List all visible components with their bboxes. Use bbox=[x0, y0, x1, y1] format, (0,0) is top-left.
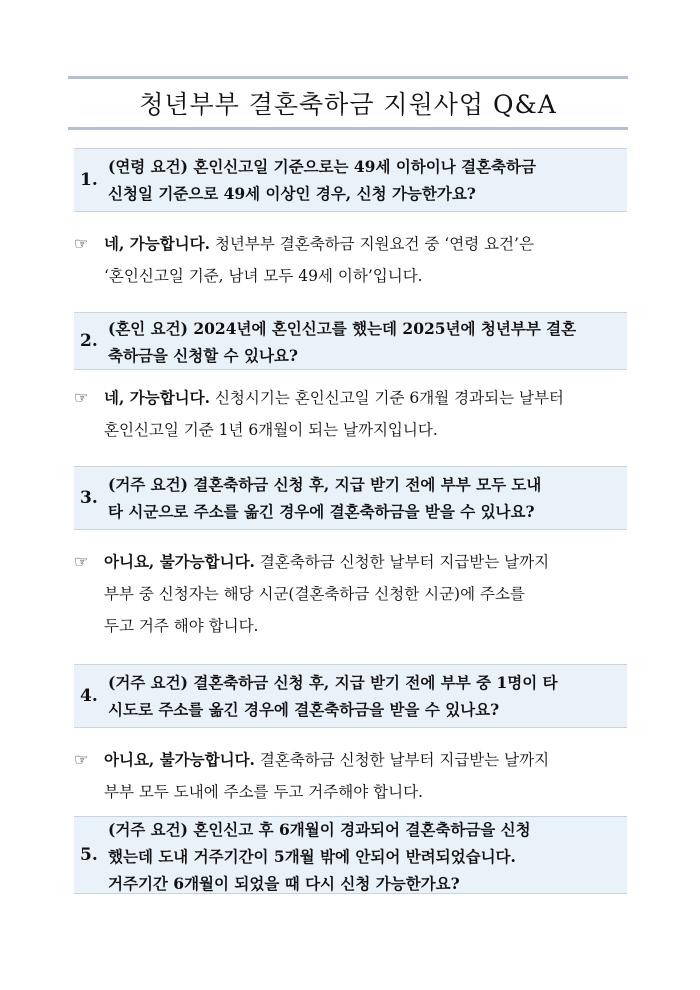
question-text bbox=[108, 471, 617, 525]
question-line: 신청일 기준으로 49세 이상인 경우, 신청 가능한가요? bbox=[108, 184, 476, 203]
answer-text: 부부 모두 도내에 주소를 두고 거주해야 합니다. bbox=[104, 783, 423, 801]
question-text bbox=[108, 669, 617, 723]
question-box-4 bbox=[74, 664, 627, 728]
answer-text: 신청시기는 혼인신고일 기준 6개월 경과되는 날부터 bbox=[210, 389, 564, 407]
question-text bbox=[108, 153, 617, 207]
question-line: (거주 요건) 결혼축하금 신청 후, 지급 받기 전에 부부 중 1명이 타 bbox=[108, 673, 558, 692]
question-line: 했는데 도내 거주기간이 5개월 밖에 안되어 반려되었습니다. bbox=[108, 847, 516, 866]
answer-3 bbox=[74, 546, 634, 642]
answer-text: 부부 중 신청자는 해당 시군(결혼축하금 신청한 시군)에 주소를 bbox=[104, 585, 525, 603]
question-number: 3. bbox=[80, 488, 98, 508]
question-line: (거주 요건) 결혼축하금 신청 후, 지급 받기 전에 부부 모두 도내 bbox=[108, 475, 542, 494]
title-box bbox=[68, 76, 628, 130]
question-line: (연령 요건) 혼인신고일 기준으로는 49세 이하이나 결혼축하금 bbox=[108, 157, 536, 176]
question-number: 2. bbox=[80, 331, 98, 351]
question-line: 거주기간 6개월이 되었을 때 다시 신청 가능한가요? bbox=[108, 874, 460, 893]
pointing-hand-icon: ☞ bbox=[74, 388, 89, 407]
answer-2 bbox=[74, 382, 634, 446]
question-box-5 bbox=[74, 816, 627, 894]
pointing-hand-icon: ☞ bbox=[74, 234, 89, 253]
answer-lead: 아니요, 불가능합니다. bbox=[104, 750, 255, 769]
answer-1 bbox=[74, 228, 634, 292]
answer-text: 결혼축하금 신청한 날부터 지급받는 날까지 bbox=[254, 751, 550, 769]
answer-lead: 네, 가능합니다. bbox=[104, 234, 211, 253]
question-text bbox=[108, 315, 617, 369]
page-title: 청년부부 결혼축하금 지원사업 Q&A bbox=[139, 90, 557, 119]
pointing-hand-icon: ☞ bbox=[74, 552, 89, 571]
question-line: (혼인 요건) 2024년에 혼인신고를 했는데 2025년에 청년부부 결혼 bbox=[108, 319, 577, 338]
question-line: 축하금을 신청할 수 있나요? bbox=[108, 346, 298, 365]
question-box-2 bbox=[74, 312, 627, 370]
answer-text: 결혼축하금 신청한 날부터 지급받는 날까지 bbox=[254, 553, 550, 571]
answer-lead: 네, 가능합니다. bbox=[104, 388, 211, 407]
question-number: 4. bbox=[80, 686, 98, 706]
answer-lead: 아니요, 불가능합니다. bbox=[104, 552, 255, 571]
question-text bbox=[108, 816, 617, 897]
answer-text: ‘혼인신고일 기준, 남녀 모두 49세 이하’입니다. bbox=[104, 267, 423, 285]
answer-text: 청년부부 결혼축하금 지원요건 중 ‘연령 요건’은 bbox=[210, 235, 534, 253]
answer-text: 두고 거주 해야 합니다. bbox=[104, 617, 259, 635]
question-box-1 bbox=[74, 148, 627, 212]
question-line: 시도로 주소를 옮긴 경우에 결혼축하금을 받을 수 있나요? bbox=[108, 700, 500, 719]
answer-text: 혼인신고일 기준 1년 6개월이 되는 날까지입니다. bbox=[104, 421, 438, 439]
question-number: 1. bbox=[80, 170, 98, 190]
answer-4 bbox=[74, 744, 634, 808]
pointing-hand-icon: ☞ bbox=[74, 750, 89, 769]
question-number: 5. bbox=[80, 845, 98, 865]
question-box-3 bbox=[74, 466, 627, 530]
question-line: (거주 요건) 혼인신고 후 6개월이 경과되어 결혼축하금을 신청 bbox=[108, 820, 531, 839]
question-line: 타 시군으로 주소를 옮긴 경우에 결혼축하금을 받을 수 있나요? bbox=[108, 502, 535, 521]
